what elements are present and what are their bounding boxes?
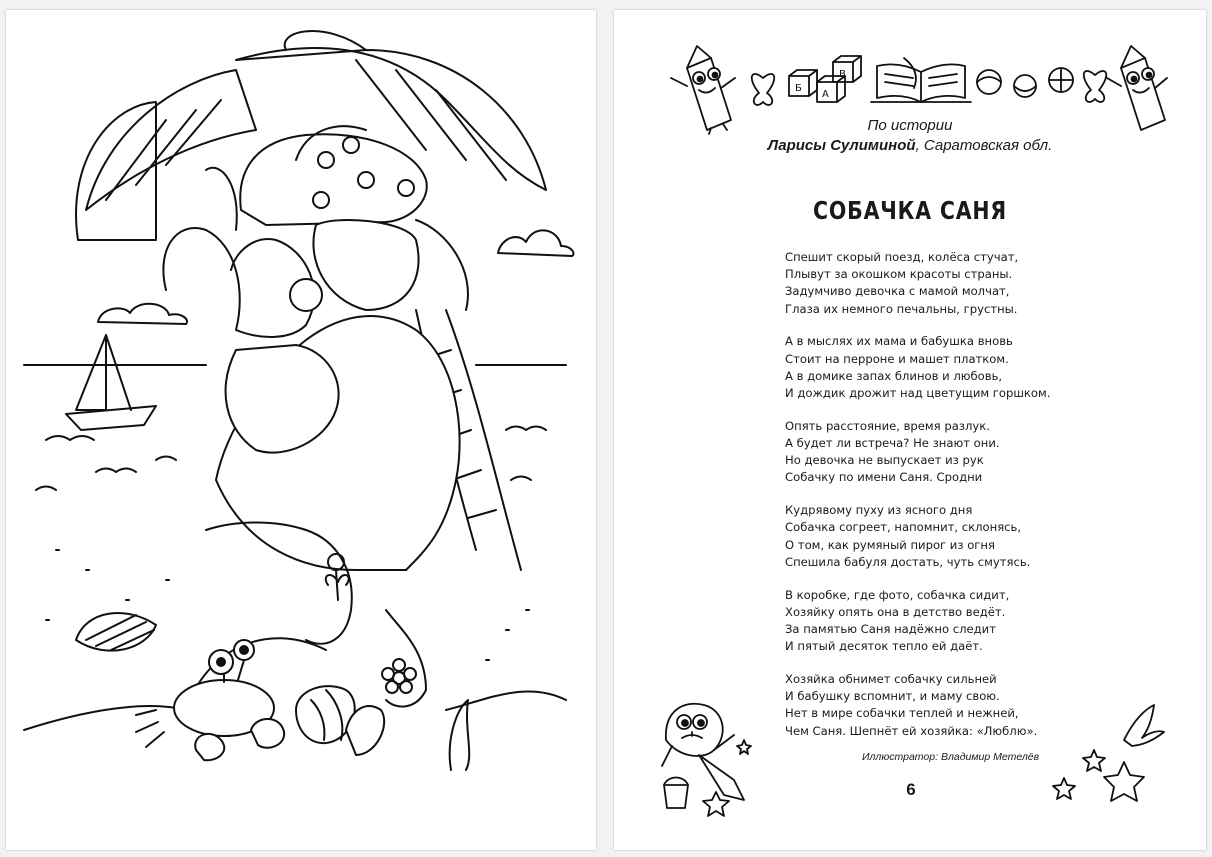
ball-icon: [977, 68, 1073, 97]
credit-author-line: [614, 136, 1206, 155]
poem-line: Глаза их немного печальны, грустны.: [785, 301, 1018, 316]
abc-blocks-icon: [789, 56, 861, 102]
paint-bucket-icon: [664, 778, 688, 809]
poem-line: Собачку по имени Саня. Сродни: [785, 470, 983, 485]
credit-line: По истории: [867, 117, 953, 134]
butterfly-icon: [752, 74, 774, 105]
coloring-illustration: [6, 10, 596, 850]
left-page: [6, 10, 596, 850]
poem-line: Но девочка не выпускает из рук: [785, 453, 984, 468]
poem-line: И дождик дрожит над цветущим горшком.: [785, 386, 1051, 401]
poem-stanza: [785, 418, 1085, 487]
poem-line: И пятый десяток тепло ей даёт.: [785, 639, 983, 654]
poem-line: Хозяйку опять она в детство ведёт.: [785, 604, 1006, 619]
poem-stanza: [785, 249, 1085, 318]
poem-stanza: [785, 587, 1085, 656]
poem-line: Спешит скорый поезд, колёса стучат,: [785, 250, 1019, 264]
poem-line: Хозяйка обнимет собачку сильней: [785, 672, 997, 687]
poem-stanza: [785, 502, 1085, 571]
splash-icon: [1124, 705, 1164, 746]
illustrator-credit: Иллюстратор: Владимир Метелёв: [862, 751, 1040, 763]
girl-hugging-bunny-icon: [163, 126, 468, 706]
svg-text:Б: Б: [795, 83, 802, 94]
seaweed-icon: [450, 700, 470, 770]
poem-line: Стоит на перроне и машет платком.: [785, 351, 1009, 366]
poem-line: В коробке, где фото, собачка сидит,: [785, 587, 1010, 602]
sailboat-icon: [66, 335, 156, 430]
credit-region: , Саратовская обл.: [915, 137, 1053, 154]
poem-line: А будет ли встреча? Не знают они.: [785, 436, 1000, 451]
svg-text:В: В: [839, 69, 846, 80]
poem-line: И бабушку вспомнит, и маму свою.: [785, 689, 1000, 704]
poem-line: А в мыслях их мама и бабушка вновь: [785, 334, 1013, 349]
poem-line: О том, как румяный пирог из огня: [785, 537, 995, 552]
svg-text:А: А: [822, 89, 829, 100]
page-number: 6: [906, 780, 916, 799]
poem-line: Кудрявому пуху из ясного дня: [785, 503, 973, 518]
poem-line: Нет в мире собачки теплей и нежней,: [785, 706, 1019, 721]
poem-line: Собачка согреет, напомнит, склонясь,: [785, 520, 1022, 535]
poem-line: Плывут за окошком красоты страны.: [785, 267, 1013, 282]
flower-icon: [326, 554, 416, 693]
credit-author: Ларисы Сулиминой: [767, 137, 916, 154]
poem-line: За памятью Саня надёжно следит: [785, 622, 996, 637]
open-book-icon: [871, 58, 971, 102]
right-page: [614, 10, 1206, 850]
poem-line: Чем Саня. Шепнёт ей хозяйка: «Люблю».: [785, 723, 1038, 738]
poem-line: Задумчиво девочка с мамой молчат,: [785, 284, 1010, 299]
poem-title: СОБАЧКА САНЯ: [813, 196, 1007, 225]
poem-line: Опять расстояние, время разлук.: [785, 418, 990, 433]
poem-line: Спешила бабуля достать, чуть смутясь.: [785, 554, 1031, 569]
poem-line: А в домике запах блинов и любовь,: [785, 368, 1003, 383]
poem-stanza: [785, 333, 1085, 402]
crab-icon: [136, 640, 284, 760]
butterfly-icon: [1084, 71, 1106, 102]
